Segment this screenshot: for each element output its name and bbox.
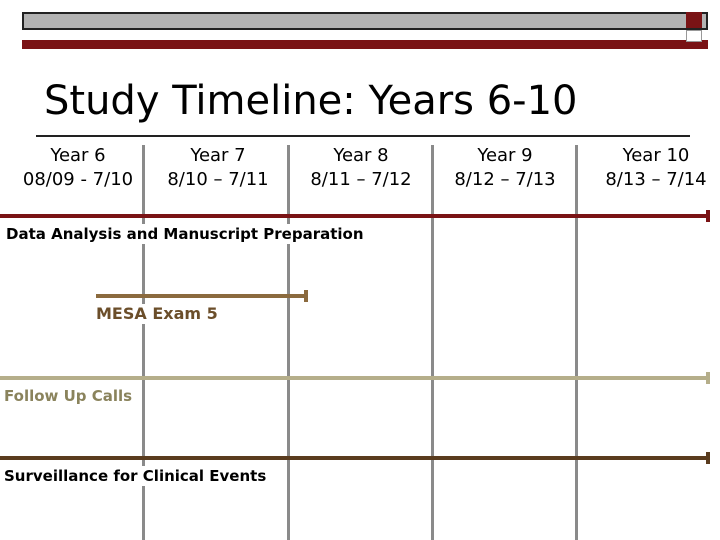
activity-label: Surveillance for Clinical Events xyxy=(4,467,267,485)
top-decoration xyxy=(22,12,708,40)
year-divider xyxy=(575,145,578,540)
year-range: 8/13 – 7/14 xyxy=(605,169,707,190)
year-label: Year 7 xyxy=(190,145,246,166)
activity-bar-end-cap xyxy=(706,452,710,464)
year-range: 8/10 – 7/11 xyxy=(167,169,269,190)
activity-bar-end-cap xyxy=(706,210,710,222)
year-header-6 xyxy=(8,144,148,192)
year-range: 8/11 – 7/12 xyxy=(310,169,412,190)
year-range: 8/12 – 7/13 xyxy=(454,169,556,190)
year-label: Year 9 xyxy=(477,145,533,166)
activity-bar-end-cap xyxy=(304,290,308,302)
activity-label: Data Analysis and Manuscript Preparation xyxy=(6,225,364,243)
year-label: Year 10 xyxy=(622,145,690,166)
activity-label: MESA Exam 5 xyxy=(96,304,218,323)
title-rule xyxy=(36,135,690,137)
year-range: 08/09 - 7/10 xyxy=(22,169,134,190)
year-header-10 xyxy=(586,144,720,192)
activity-bar-follow-up xyxy=(0,376,708,380)
year-header-9 xyxy=(435,144,575,192)
corner-square-white xyxy=(686,30,702,42)
year-header-8 xyxy=(291,144,431,192)
year-label: Year 6 xyxy=(50,145,106,166)
top-red-band xyxy=(22,40,708,49)
activity-bar-mesa-exam xyxy=(96,294,306,298)
corner-square-red xyxy=(686,12,702,28)
year-header-7 xyxy=(148,144,288,192)
year-label: Year 8 xyxy=(333,145,389,166)
activity-label: Follow Up Calls xyxy=(4,387,133,405)
year-divider xyxy=(287,145,290,540)
activity-bar-end-cap xyxy=(706,372,710,384)
slide-title: Study Timeline: Years 6-10 xyxy=(44,78,578,124)
activity-bar-surveillance xyxy=(0,456,708,460)
activity-bar-data-analysis xyxy=(0,214,708,218)
year-divider xyxy=(431,145,434,540)
top-grey-band xyxy=(22,12,708,30)
